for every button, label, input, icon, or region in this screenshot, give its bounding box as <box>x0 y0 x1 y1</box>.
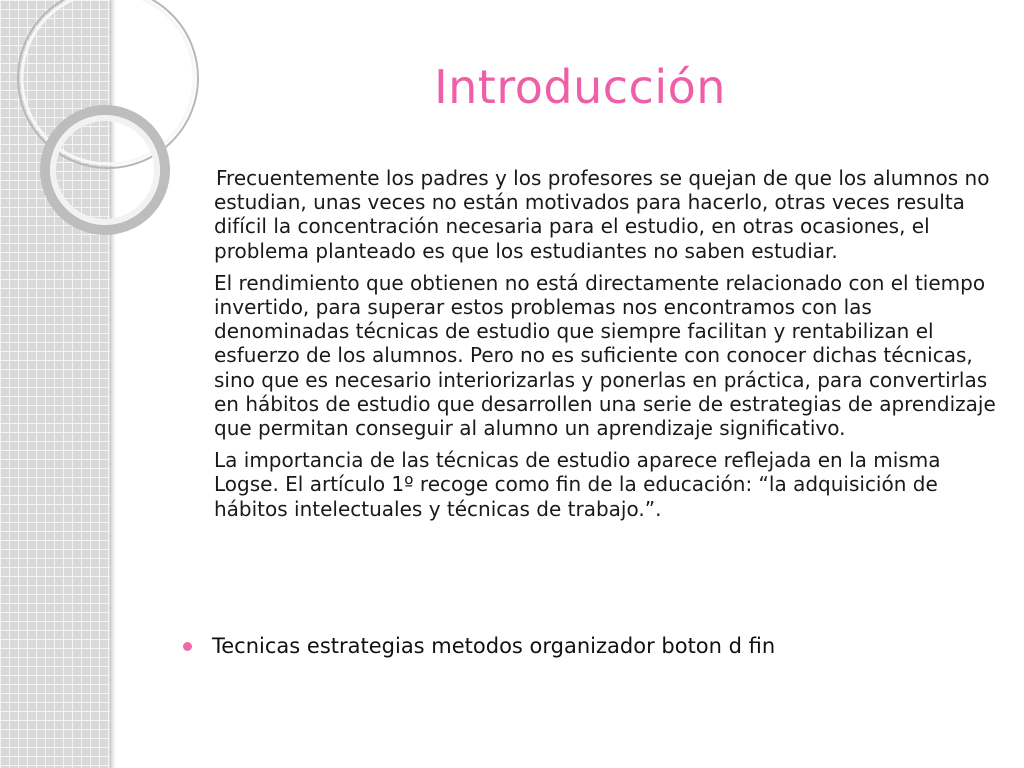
bullet-dot-icon <box>183 642 192 651</box>
paragraph-2 <box>206 271 996 440</box>
slide-body <box>206 166 996 529</box>
paragraph-1 <box>206 166 996 263</box>
paragraph-3-text: La importancia de las técnicas de estudio aparece reflejada en la misma Logse. El artículo 1º recoge como fin de la educación: “la adquisición de hábitos intelectuales y técnicas de trabajo.”. <box>214 448 941 521</box>
paragraph-2-text: El rendimiento que obtienen no está directamente relacionado con el tiempo invertido, para superar estos problemas nos encontramos con las denominadas técnicas de estudio que siempre facilitan y rentabilizan el esfuerzo de los alumnos. Pero no es suficiente con conocer dichas técnicas, sino que es necesario interiorizarlas y ponerlas en práctica, para convertirlas en hábitos de estudio que desarrollen una serie de estrategias de aprendizaje que permitan conseguir al alumno un aprendizaje significativo. <box>214 270 996 441</box>
bullet-item <box>183 634 983 658</box>
slide-title: Introducción <box>434 60 726 114</box>
paragraph-1-text: Frecuentemente los padres y los profesores se quejan de que los alumnos no estudian, unas veces no están motivados para hacerlo, otras veces resulta difícil la concentración necesaria para el estudio, en otras ocasiones, el problema planteado es que los estudiantes no saben estudiar. <box>214 166 990 263</box>
paragraph-3 <box>206 448 996 521</box>
bullet-text: Tecnicas estrategias metodos organizador boton d fin <box>212 634 776 658</box>
decorative-circles <box>0 0 200 260</box>
